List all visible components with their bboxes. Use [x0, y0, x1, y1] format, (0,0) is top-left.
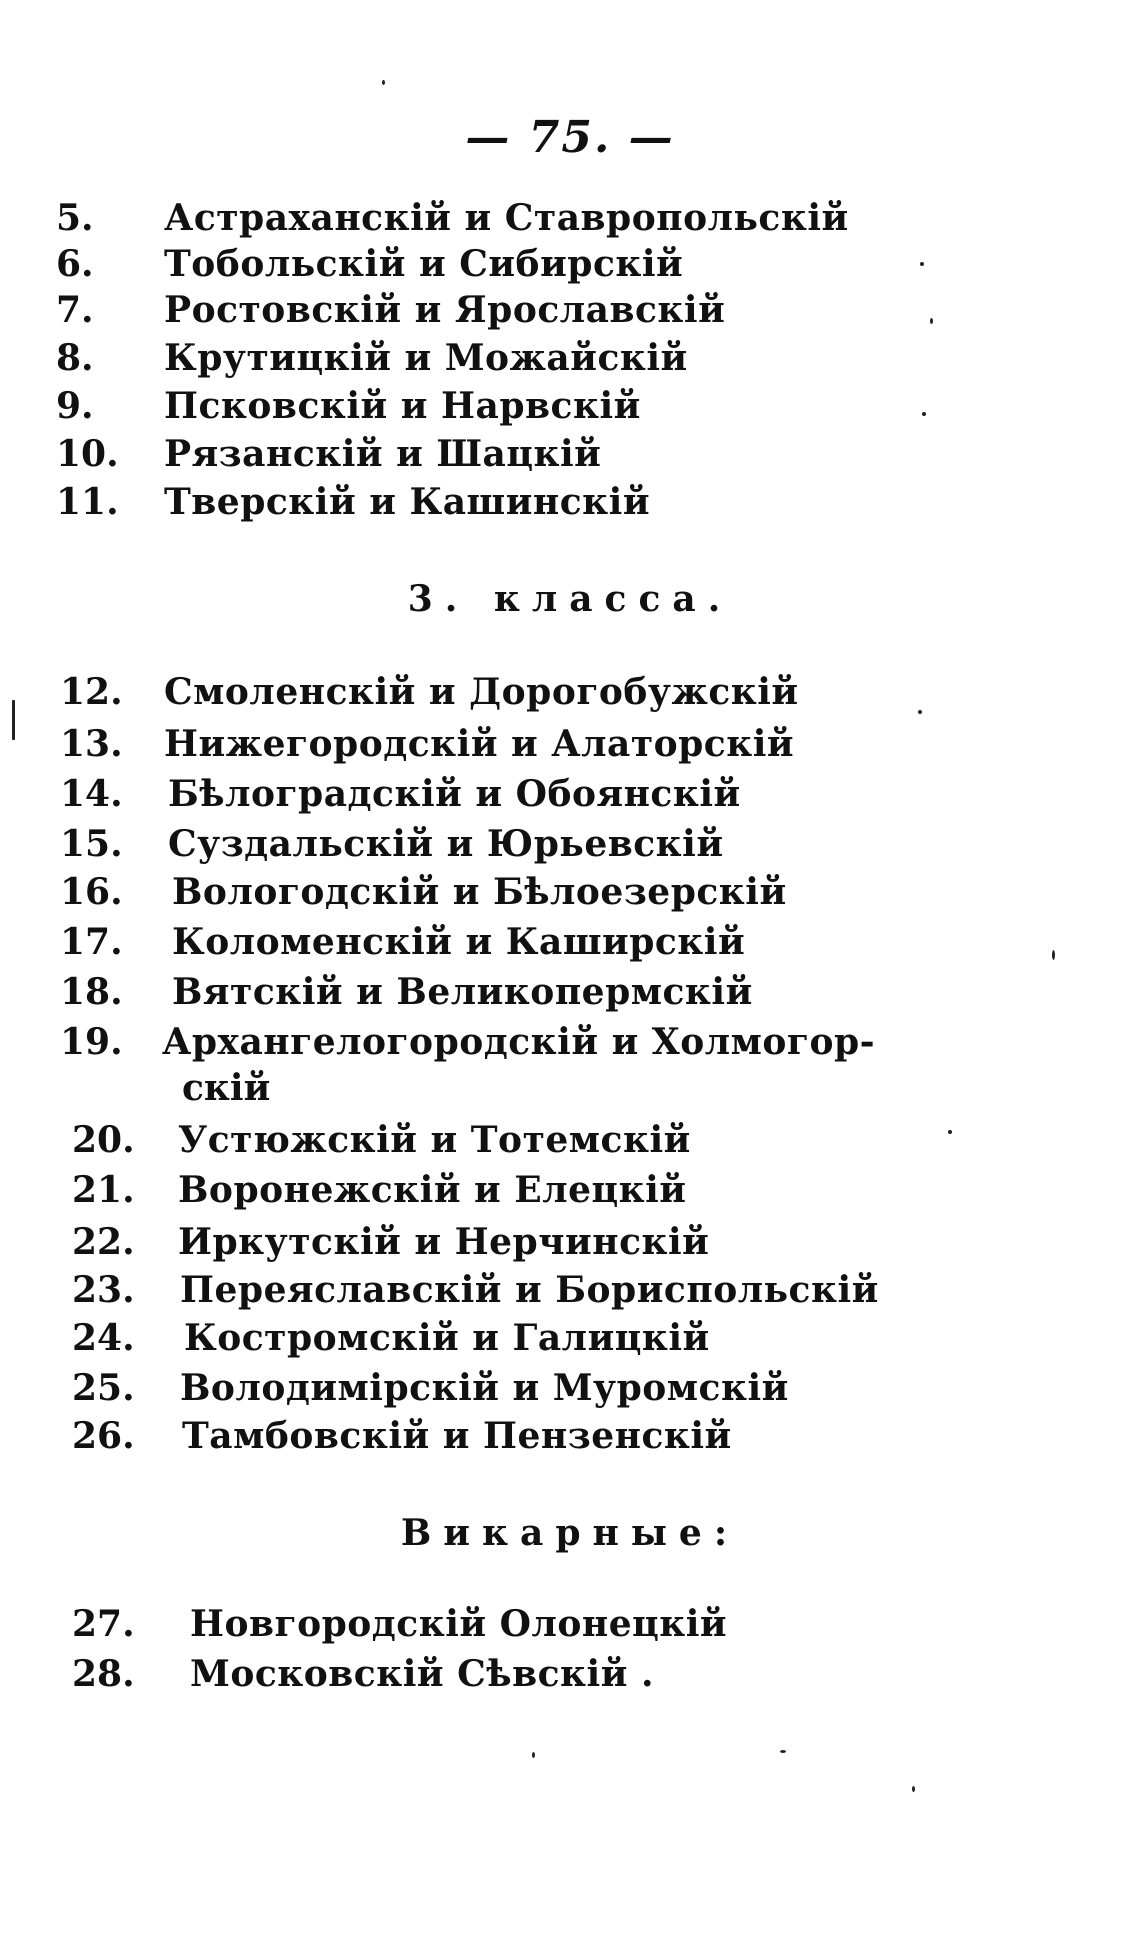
entry-name: Ростовскій и Ярославскій — [164, 289, 726, 331]
entry-name: Тобольскій и Сибирскій — [164, 243, 684, 285]
scan-speck — [382, 80, 385, 85]
entry-name: Володимірскій и Муромскій — [180, 1367, 789, 1409]
entry-number: 7. — [56, 289, 94, 331]
entry-number: 11. — [56, 481, 119, 523]
entry-number: 5. — [56, 197, 94, 239]
entry-name-continuation: скій — [182, 1067, 271, 1109]
page-number: — 75. — — [465, 112, 675, 163]
entry-number: 14. — [60, 773, 123, 815]
entry-name: Нижегородскій и Алаторскій — [164, 723, 795, 765]
entry-number: 26. — [72, 1415, 135, 1457]
entry-name: Суздальскій и Юрьевскій — [168, 823, 724, 865]
entry-number: 13. — [60, 723, 123, 765]
entry-number: 15. — [60, 823, 123, 865]
scan-speck — [912, 1786, 915, 1792]
entry-name: Вологодскій и Бѣлоезерскій — [172, 871, 787, 913]
scan-speck — [1052, 950, 1055, 960]
scan-speck — [948, 1130, 952, 1134]
entry-name: Рязанскій и Шацкій — [164, 433, 602, 475]
entry-name: Воронежскій и Елецкій — [178, 1169, 687, 1211]
entry-number: 28. — [72, 1653, 135, 1695]
entry-number: 25. — [72, 1367, 135, 1409]
entry-number: 12. — [60, 671, 123, 713]
entry-name: Бѣлоградскій и Обоянскій — [168, 773, 741, 815]
entry-name: Устюжскій и Тотемскій — [178, 1119, 691, 1161]
entry-number: 16. — [60, 871, 123, 913]
entry-number: 27. — [72, 1603, 135, 1645]
section-heading-class: 3. класса. — [407, 578, 733, 620]
entry-number: 24. — [72, 1317, 135, 1359]
entry-name: Крутицкій и Можайскій — [164, 337, 688, 379]
entry-name: Иркутскій и Нерчинскій — [178, 1221, 710, 1263]
entry-number: 21. — [72, 1169, 135, 1211]
entry-name: Смоленскій и Дорогобужскій — [164, 671, 799, 713]
entry-name: Архангелогородскій и Холмогор- — [162, 1021, 876, 1063]
entry-number: 8. — [56, 337, 94, 379]
scan-speck — [532, 1752, 535, 1758]
entry-name: Тамбовскій и Пензенскій — [182, 1415, 732, 1457]
entry-name: Новгородскій Олонецкій — [190, 1603, 728, 1645]
entry-name: Коломенскій и Каширскій — [172, 921, 746, 963]
scan-speck — [920, 262, 924, 266]
scan-speck — [922, 412, 926, 416]
entry-number: 17. — [60, 921, 123, 963]
scan-speck — [918, 710, 922, 714]
entry-number: 20. — [72, 1119, 135, 1161]
entry-name: Вятскій и Великопермскій — [172, 971, 753, 1013]
entry-name: Переяславскій и Бориспольскій — [180, 1269, 879, 1311]
entry-number: 10. — [56, 433, 119, 475]
entry-name: Астраханскій и Ставропольскій — [164, 197, 849, 239]
entry-number: 18. — [60, 971, 123, 1013]
entry-number: 23. — [72, 1269, 135, 1311]
scan-speck — [12, 700, 15, 740]
scan-speck — [780, 1750, 786, 1753]
entry-number: 9. — [56, 385, 94, 427]
entry-number: 6. — [56, 243, 94, 285]
scan-speck — [930, 318, 933, 324]
entry-name: Костромскій и Галицкій — [184, 1317, 710, 1359]
entry-number: 19. — [60, 1021, 123, 1063]
entry-name: Московскій Сѣвскій . — [190, 1653, 654, 1695]
section-heading-vicar: Викарные: — [400, 1512, 740, 1554]
entry-number: 22. — [72, 1221, 135, 1263]
entry-name: Тверскій и Кашинскій — [164, 481, 651, 523]
entry-name: Псковскій и Нарвскій — [164, 385, 641, 427]
